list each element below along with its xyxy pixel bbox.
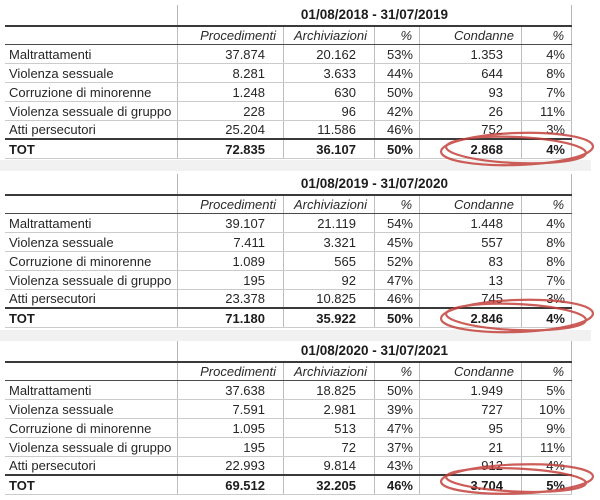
row-label: Violenza sessuale [5,64,178,82]
period-table [5,174,572,328]
value-cell-pct-archiviazioni: 50% [375,83,420,101]
period-table [5,341,572,495]
value-cell-pct-archiviazioni: 52% [375,252,420,270]
value-cell-condanne: 13 [420,271,522,289]
table-row [5,419,572,438]
total-value-condanne: 2.846 [420,309,522,327]
column-header-pct-archiviazioni: % [375,363,420,380]
row-label: Atti persecutori [5,121,178,138]
value-cell-archiviazioni: 630 [284,83,375,101]
table-row [5,438,572,457]
value-cell-condanne: 1.949 [420,381,522,399]
value-cell-pct-archiviazioni: 37% [375,438,420,456]
value-cell-archiviazioni: 565 [284,252,375,270]
column-header-pct-condanne: % [522,27,572,44]
spacer-cell [5,174,178,194]
column-header-archiviazioni: Archiviazioni [284,196,375,213]
total-value-pct-archiviazioni: 46% [375,476,420,494]
period-header-row [5,341,572,363]
table-row [5,214,572,233]
value-cell-procedimenti: 195 [178,271,284,289]
row-label: Violenza sessuale di gruppo [5,438,178,456]
row-label: Violenza sessuale di gruppo [5,271,178,289]
column-header-condanne: Condanne [420,196,522,213]
value-cell-condanne: 644 [420,64,522,82]
table-row [5,381,572,400]
table-row [5,121,572,140]
value-cell-archiviazioni: 3.321 [284,233,375,251]
value-cell-condanne: 21 [420,438,522,456]
total-value-pct-archiviazioni: 50% [375,140,420,158]
value-cell-pct-condanne: 3% [522,290,572,307]
value-cell-archiviazioni: 21.119 [284,214,375,232]
row-label: Corruzione di minorenne [5,83,178,101]
value-cell-condanne: 1.353 [420,45,522,63]
value-cell-archiviazioni: 20.162 [284,45,375,63]
column-header-row [5,196,572,214]
value-cell-pct-archiviazioni: 47% [375,419,420,437]
column-header-procedimenti: Procedimenti [178,196,284,213]
column-header-pct-condanne: % [522,363,572,380]
row-label: Violenza sessuale di gruppo [5,102,178,120]
total-label: TOT [5,140,178,158]
value-cell-pct-archiviazioni: 39% [375,400,420,418]
value-cell-archiviazioni: 10.825 [284,290,375,307]
table-row [5,83,572,102]
table-row [5,252,572,271]
column-header-pct-archiviazioni: % [375,196,420,213]
value-cell-condanne: 83 [420,252,522,270]
value-cell-procedimenti: 228 [178,102,284,120]
total-value-procedimenti: 69.512 [178,476,284,494]
value-cell-condanne: 912 [420,457,522,474]
spacer-cell [5,196,178,213]
total-value-pct-archiviazioni: 50% [375,309,420,327]
value-cell-pct-condanne: 10% [522,400,572,418]
value-cell-pct-condanne: 4% [522,45,572,63]
total-value-condanne: 2.868 [420,140,522,158]
value-cell-condanne: 752 [420,121,522,138]
table-row [5,290,572,309]
column-header-procedimenti: Procedimenti [178,27,284,44]
spacer-cell [5,341,178,361]
total-value-archiviazioni: 32.205 [284,476,375,494]
value-cell-pct-condanne: 7% [522,83,572,101]
value-cell-pct-archiviazioni: 54% [375,214,420,232]
table-row [5,102,572,121]
value-cell-archiviazioni: 72 [284,438,375,456]
value-cell-pct-condanne: 3% [522,121,572,138]
total-row [5,476,572,495]
value-cell-pct-archiviazioni: 42% [375,102,420,120]
value-cell-pct-archiviazioni: 45% [375,233,420,251]
separator-band [0,330,591,341]
value-cell-pct-archiviazioni: 44% [375,64,420,82]
total-label: TOT [5,309,178,327]
spacer-cell [5,5,178,25]
table-row [5,233,572,252]
column-header-condanne: Condanne [420,363,522,380]
row-label: Atti persecutori [5,457,178,474]
value-cell-condanne: 557 [420,233,522,251]
value-cell-pct-condanne: 8% [522,64,572,82]
row-label: Maltrattamenti [5,381,178,399]
value-cell-condanne: 1.448 [420,214,522,232]
period-header-row [5,5,572,27]
spacer-cell [5,363,178,380]
column-header-procedimenti: Procedimenti [178,363,284,380]
value-cell-procedimenti: 7.591 [178,400,284,418]
value-cell-procedimenti: 22.993 [178,457,284,474]
total-value-archiviazioni: 36.107 [284,140,375,158]
row-label: Maltrattamenti [5,214,178,232]
value-cell-pct-archiviazioni: 53% [375,45,420,63]
total-value-pct-condanne: 4% [522,309,572,327]
row-label: Violenza sessuale [5,400,178,418]
value-cell-pct-condanne: 5% [522,381,572,399]
total-value-archiviazioni: 35.922 [284,309,375,327]
period-header-row [5,174,572,196]
value-cell-pct-condanne: 11% [522,438,572,456]
total-value-procedimenti: 71.180 [178,309,284,327]
value-cell-pct-archiviazioni: 46% [375,121,420,138]
value-cell-procedimenti: 7.411 [178,233,284,251]
value-cell-procedimenti: 1.248 [178,83,284,101]
total-row [5,309,572,328]
total-value-pct-condanne: 5% [522,476,572,494]
period-table [5,5,572,159]
value-cell-pct-condanne: 9% [522,419,572,437]
row-label: Corruzione di minorenne [5,419,178,437]
row-label: Maltrattamenti [5,45,178,63]
value-cell-condanne: 95 [420,419,522,437]
total-value-procedimenti: 72.835 [178,140,284,158]
column-header-pct-archiviazioni: % [375,27,420,44]
value-cell-archiviazioni: 9.814 [284,457,375,474]
value-cell-procedimenti: 195 [178,438,284,456]
table-row [5,271,572,290]
row-label: Violenza sessuale [5,233,178,251]
table-row [5,457,572,476]
value-cell-procedimenti: 37.638 [178,381,284,399]
value-cell-archiviazioni: 11.586 [284,121,375,138]
value-cell-archiviazioni: 2.981 [284,400,375,418]
value-cell-archiviazioni: 513 [284,419,375,437]
value-cell-pct-archiviazioni: 47% [375,271,420,289]
total-value-condanne: 3.704 [420,476,522,494]
column-header-row [5,27,572,45]
column-header-condanne: Condanne [420,27,522,44]
total-value-pct-condanne: 4% [522,140,572,158]
value-cell-condanne: 745 [420,290,522,307]
column-header-pct-condanne: % [522,196,572,213]
value-cell-procedimenti: 1.089 [178,252,284,270]
value-cell-pct-condanne: 8% [522,233,572,251]
value-cell-archiviazioni: 92 [284,271,375,289]
table-row [5,45,572,64]
value-cell-condanne: 93 [420,83,522,101]
value-cell-archiviazioni: 18.825 [284,381,375,399]
value-cell-condanne: 26 [420,102,522,120]
value-cell-pct-archiviazioni: 50% [375,381,420,399]
value-cell-pct-condanne: 7% [522,271,572,289]
spacer-cell [5,27,178,44]
value-cell-procedimenti: 1.095 [178,419,284,437]
value-cell-condanne: 727 [420,400,522,418]
table-row [5,400,572,419]
column-header-archiviazioni: Archiviazioni [284,363,375,380]
value-cell-procedimenti: 37.874 [178,45,284,63]
value-cell-archiviazioni: 96 [284,102,375,120]
value-cell-pct-condanne: 11% [522,102,572,120]
value-cell-pct-condanne: 8% [522,252,572,270]
total-label: TOT [5,476,178,494]
value-cell-procedimenti: 23.378 [178,290,284,307]
value-cell-procedimenti: 25.204 [178,121,284,138]
separator-band [0,160,591,171]
table-row [5,64,572,83]
row-label: Corruzione di minorenne [5,252,178,270]
period-title: 01/08/2020 - 31/07/2021 [178,341,572,361]
value-cell-procedimenti: 8.281 [178,64,284,82]
total-row [5,140,572,159]
column-header-archiviazioni: Archiviazioni [284,27,375,44]
value-cell-archiviazioni: 3.633 [284,64,375,82]
column-header-row [5,363,572,381]
value-cell-pct-condanne: 4% [522,214,572,232]
value-cell-pct-condanne: 4% [522,457,572,474]
value-cell-pct-archiviazioni: 43% [375,457,420,474]
period-title: 01/08/2019 - 31/07/2020 [178,174,572,194]
value-cell-pct-archiviazioni: 46% [375,290,420,307]
value-cell-procedimenti: 39.107 [178,214,284,232]
row-label: Atti persecutori [5,290,178,307]
period-title: 01/08/2018 - 31/07/2019 [178,5,572,25]
